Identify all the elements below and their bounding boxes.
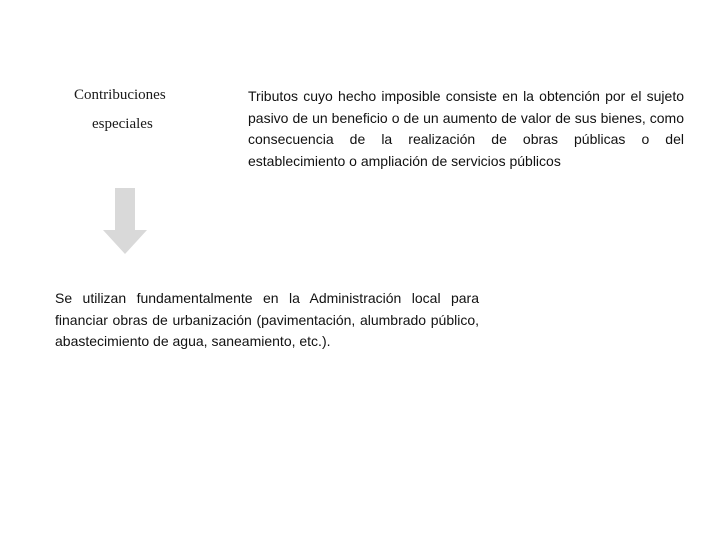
definition-text: Tributos cuyo hecho imposible consiste en la obtención por el sujeto pasivo de un beneficio o de un aumento de valor de sus bienes, como consecuencia de la realización de obras públicas o del establecimiento o ampliación de servicios públicos (248, 88, 684, 169)
usage-text: Se utilizan fundamentalmente en la Administración local para financiar obras de urbanización (pavimentación, alumbrado público, abastecimiento de agua, saneamiento, etc.). (55, 290, 479, 349)
heading-line-1: Contribuciones (74, 87, 166, 103)
down-arrow-icon (103, 188, 147, 254)
heading-line-2: especiales (92, 116, 153, 132)
